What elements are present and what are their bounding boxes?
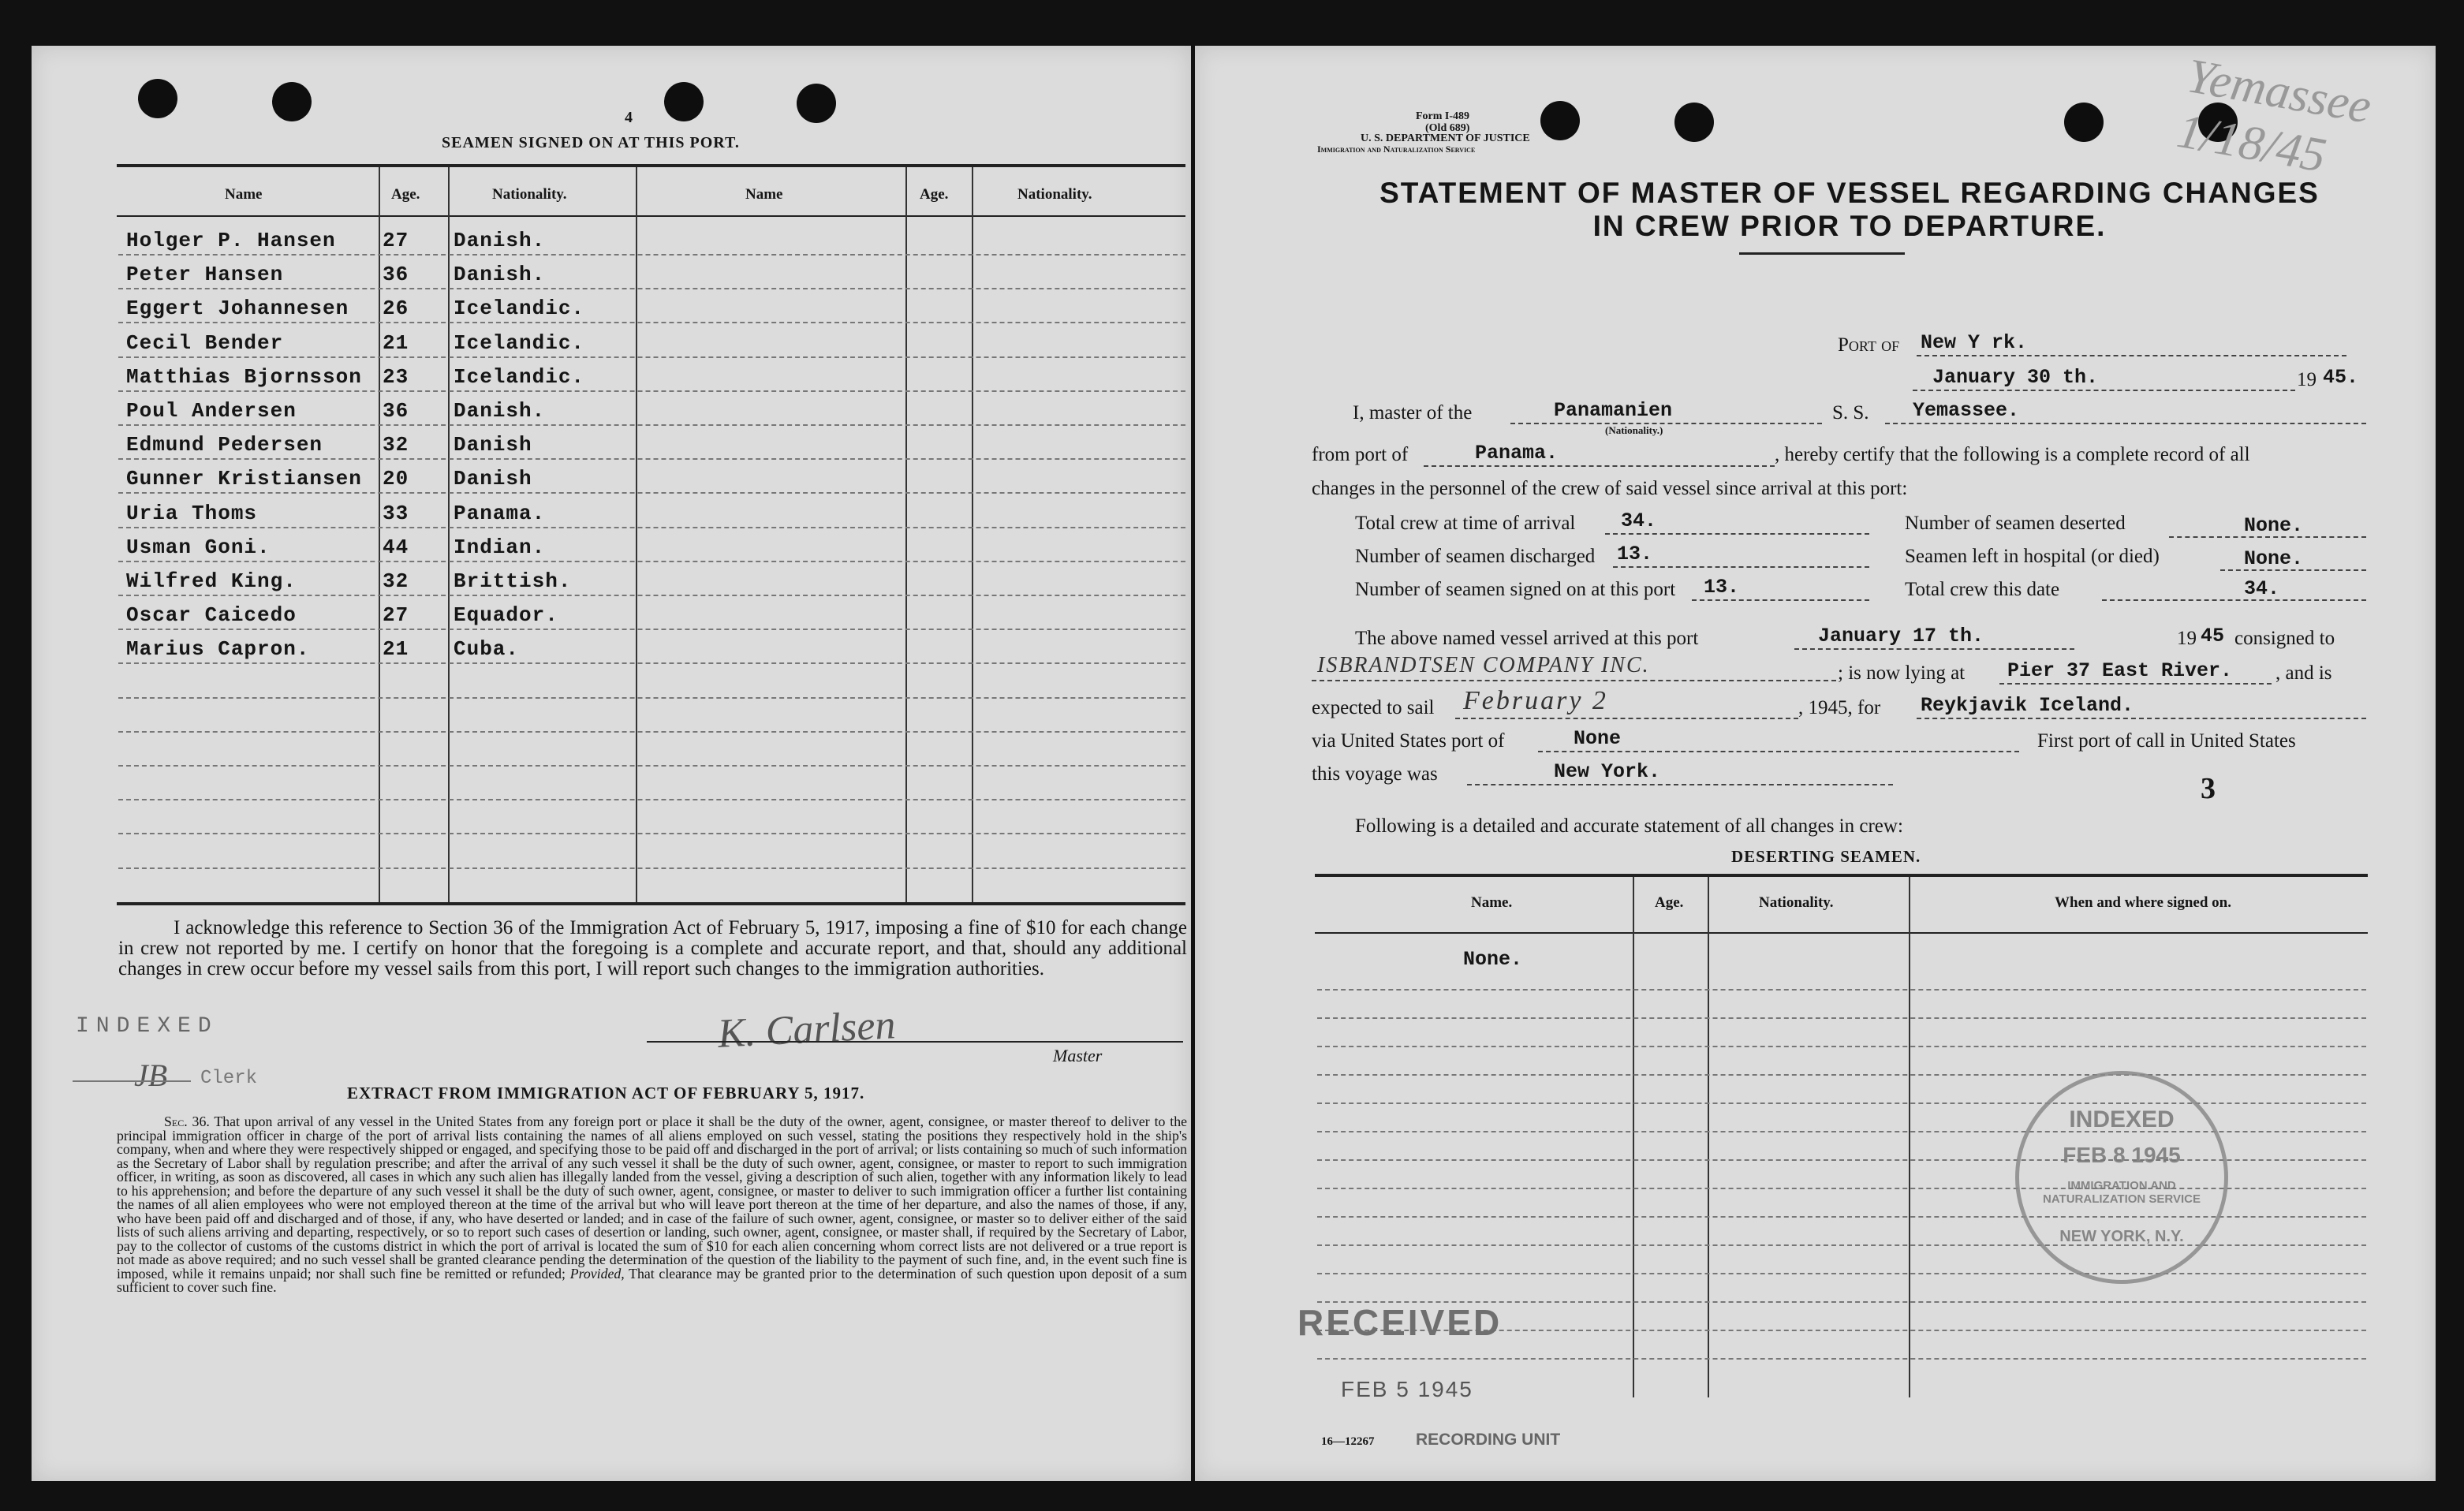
from-port-value: Panama. xyxy=(1475,442,1559,464)
master-of-label: I, master of the xyxy=(1353,402,1473,423)
total-crew-arrival-label: Total crew at time of arrival xyxy=(1355,513,1576,534)
row-rule xyxy=(118,765,1185,767)
total-crew-date-label: Total crew this date xyxy=(1905,579,2060,600)
row-rule xyxy=(1317,1358,2366,1360)
lying-value: Pier 37 East River. xyxy=(2007,659,2233,682)
hospital-value: None. xyxy=(2244,547,2304,570)
fill-line xyxy=(1510,423,1822,424)
round-stamp-line4: NEW YORK, N.Y. xyxy=(2059,1228,2184,1245)
seaman-age: 21 xyxy=(383,637,409,662)
signature-role: Master xyxy=(1053,1046,1103,1065)
clerk-initials: JB xyxy=(134,1058,168,1093)
received-round-stamp xyxy=(2015,1071,2228,1284)
service: Immigration and Naturalization Service xyxy=(1317,144,1476,155)
row-rule xyxy=(1317,1102,2366,1105)
received-stamp: RECEIVED xyxy=(1297,1302,1503,1343)
left-page xyxy=(32,46,1191,1481)
seaman-age: 21 xyxy=(383,330,409,355)
row-rule xyxy=(1317,1046,2366,1048)
deserting-col-age: Age. xyxy=(1655,894,1684,911)
seaman-age: 20 xyxy=(383,467,409,491)
row-rule xyxy=(118,390,1185,393)
port-value: New Y rk. xyxy=(1921,331,2028,354)
seaman-age: 27 xyxy=(383,229,409,252)
nationality-caption: (Nationality.) xyxy=(1605,424,1663,436)
year-value: 45. xyxy=(2323,366,2359,389)
fill-line xyxy=(2102,599,2366,601)
column-header-name: Name xyxy=(225,186,263,203)
punch-hole xyxy=(2064,103,2104,142)
seaman-nationality: Danish. xyxy=(454,229,546,252)
row-rule xyxy=(118,629,1185,631)
row-rule xyxy=(118,356,1185,359)
round-stamp-line3: IMMIGRATION AND NATURALIZATION SERVICE xyxy=(2042,1179,2201,1206)
col-divider xyxy=(905,167,907,902)
voyage-label: this voyage was xyxy=(1312,763,1438,785)
col-divider xyxy=(379,167,380,902)
title-line-2: IN CREW PRIOR TO DEPARTURE. xyxy=(1592,210,2107,242)
seaman-age: 27 xyxy=(383,603,409,628)
fill-line xyxy=(1885,423,2366,424)
row-rule xyxy=(118,322,1185,324)
right-page xyxy=(1195,46,2436,1481)
extract-provided: Provided, xyxy=(569,1265,625,1282)
deserting-title: DESERTING SEAMEN. xyxy=(1731,847,1921,866)
fill-line xyxy=(1467,784,1893,785)
seaman-name: Edmund Pedersen xyxy=(126,433,323,457)
table-top-rule xyxy=(117,164,1185,167)
row-rule xyxy=(118,662,1185,665)
table-bottom-rule xyxy=(117,902,1185,905)
first-port-label: First port of call in United States xyxy=(2037,730,2296,752)
column-header-name-2: Name xyxy=(745,186,783,203)
row-rule xyxy=(1317,1273,2366,1275)
arrived-year-prefix: 19 xyxy=(2177,628,2197,649)
indexed-stamp: INDEXED xyxy=(76,1014,218,1039)
deserting-col-signed: When and where signed on. xyxy=(2055,894,2232,911)
seaman-age: 32 xyxy=(383,569,409,593)
row-rule xyxy=(118,424,1185,427)
from-port-label: from port of xyxy=(1312,444,1409,465)
and-is-text: , and is xyxy=(2275,662,2332,684)
seaman-nationality: Icelandic. xyxy=(454,297,585,321)
col-divider xyxy=(636,167,637,902)
fill-line xyxy=(1538,751,2019,752)
col-divider xyxy=(1633,877,1634,1397)
seaman-nationality: Indian. xyxy=(454,535,546,559)
title-rule xyxy=(1739,252,1905,255)
col-divider xyxy=(1909,877,1910,1397)
punch-hole xyxy=(1540,101,1580,140)
row-rule xyxy=(118,595,1185,597)
fill-line xyxy=(1605,533,1869,535)
seaman-name: Peter Hansen xyxy=(126,263,284,287)
seaman-name: Wilfred King. xyxy=(126,569,297,593)
row-rule xyxy=(118,833,1185,835)
seaman-age: 26 xyxy=(383,297,409,321)
deserting-col-name: Name. xyxy=(1471,894,1513,911)
row-rule xyxy=(118,697,1185,700)
deserted-label: Number of seamen deserted xyxy=(1905,513,2126,534)
via-value: None xyxy=(1574,727,1622,750)
extract-section: Sec. 36. xyxy=(164,1114,210,1129)
punch-hole xyxy=(1674,103,1714,142)
seaman-nationality: Danish. xyxy=(454,399,546,423)
expected-year: , 1945, for xyxy=(1798,697,1881,718)
column-header-age: Age. xyxy=(391,186,420,203)
deserting-none: None. xyxy=(1463,948,1523,971)
round-stamp-line1: INDEXED xyxy=(2069,1106,2175,1132)
page-number: 4 xyxy=(625,109,633,126)
footer-unit: RECORDING UNIT xyxy=(1416,1431,1561,1449)
acknowledgement-text: I acknowledge this reference to Section 36 of the Immigration Act of February 5, 1917, imposing a fine of $10 for each change in crew not reported by me. I certify on honor that the foregoing is a complete and accurate report, and that, should any additional changes in crew occur before my vessel sails from this port, I will report such changes to the immigration authorities. xyxy=(118,917,1187,979)
date-value: January 30 th. xyxy=(1932,366,2099,389)
row-rule xyxy=(118,527,1185,529)
row-rule xyxy=(118,458,1185,461)
col-divider xyxy=(972,167,973,902)
fill-line xyxy=(1913,390,2295,391)
arrived-value: January 17 th. xyxy=(1818,625,1984,647)
footer-code: 16—12267 xyxy=(1321,1435,1375,1448)
table-header-rule xyxy=(117,215,1185,217)
vessel-name: Yemassee. xyxy=(1913,399,2020,422)
punch-hole xyxy=(797,84,836,123)
seaman-age: 23 xyxy=(383,364,409,389)
row-rule xyxy=(118,731,1185,733)
row-rule xyxy=(118,288,1185,290)
seaman-nationality: Cuba. xyxy=(454,637,520,662)
year-prefix: 19 xyxy=(2297,369,2317,390)
total-crew-arrival-value: 34. xyxy=(1621,509,1657,532)
col-divider xyxy=(1708,877,1709,1397)
deserting-header-rule xyxy=(1315,932,2368,934)
discharged-value: 13. xyxy=(1617,543,1653,565)
ss-label: S. S. xyxy=(1832,402,1869,423)
row-rule xyxy=(118,799,1185,801)
clerk-label: Clerk xyxy=(200,1068,258,1089)
row-rule xyxy=(118,492,1185,494)
seaman-nationality: Equador. xyxy=(454,603,558,628)
seaman-name: Holger P. Hansen xyxy=(126,229,336,252)
row-rule xyxy=(1317,1074,2366,1076)
row-rule xyxy=(118,254,1185,256)
fill-line xyxy=(1455,718,1798,719)
row-rule xyxy=(118,561,1185,563)
department: U. S. DEPARTMENT OF JUSTICE xyxy=(1361,132,1530,144)
consigned-label: consigned to xyxy=(2234,628,2335,649)
deserting-col-nationality: Nationality. xyxy=(1759,894,1834,911)
column-header-age-2: Age. xyxy=(920,186,949,203)
page-number: 3 xyxy=(2201,772,2216,805)
following-text: Following is a detailed and accurate statement of all changes in crew: xyxy=(1355,815,1903,837)
arrived-year-value: 45 xyxy=(2201,625,2225,647)
col-divider xyxy=(448,167,450,902)
row-rule xyxy=(1317,1017,2366,1020)
hospital-label: Seamen left in hospital (or died) xyxy=(1905,546,2160,567)
seaman-nationality: Icelandic. xyxy=(454,330,585,355)
seaman-name: Eggert Johannesen xyxy=(126,297,349,321)
seaman-name: Usman Goni. xyxy=(126,535,271,559)
page-title: SEAMEN SIGNED ON AT THIS PORT. xyxy=(442,134,740,151)
fill-line xyxy=(2169,536,2366,538)
seaman-nationality: Danish xyxy=(454,467,532,491)
form-title xyxy=(1305,177,2394,243)
arrived-label: The above named vessel arrived at this port xyxy=(1355,628,1699,649)
seaman-age: 36 xyxy=(383,399,409,423)
total-crew-date-value: 34. xyxy=(2244,577,2280,600)
title-line-1: STATEMENT OF MASTER OF VESSEL REGARDING CHANGES xyxy=(1379,177,2320,209)
seaman-name: Poul Andersen xyxy=(126,399,297,423)
seaman-name: Cecil Bender xyxy=(126,330,284,355)
seaman-name: Uria Thoms xyxy=(126,501,258,525)
via-label: via United States port of xyxy=(1312,730,1505,752)
extract-text: That upon arrival of any vessel in the United States from any foreign port or place it shall be the duty of the owner, agent, consignee, or master thereof to deliver to the principal immigration officer in charge of the port of arrival lists containing the names of all aliens employed on such vessel, stating the positions they respectively hold in the ship's company, when and where they were respectively shipped or engaged, and specifying those to be paid off and discharged in the port of arrival; or lists containing so much of such information as the Secretary of Labor shall by regulation prescribe; and after the arrival of any such vessel it shall be the duty of such owner, agent, consignee, or master to report to such immigration officer, in writing, as soon as discovered, all cases in which any such alien has illegally landed from the vessel, giving a description of such alien, together with any information likely to lead to his apprehension; and before the departure of any such vessel it shall be the duty of such owner, agent, consignee, or master to deliver to such immigration officer a further list containing the names of all alien employees who were not employed thereon at the time of the arrival but who will leave port thereon at the time of her departure, and also the names of those, if any, who have been paid off and discharged and of those, if any, who have deserted or landed; and in case of the failure of such owner, agent, consignee, or master so to deliver either of the said lists of such aliens arriving and departing, respectively, or so to report such cases of desertion or landing, such owner, agent, consignee, or master shall, if required by the Secretary of Labor, pay to the collector of customs of the customs district in which the port of arrival is located the sum of $10 for each alien concerning whom correct lists are not delivered or a true report is not made as above required; and no such vessel shall be granted clearance pending the determination of the question of the liability to the payment of such fine, and, in the event such fine is imposed, while it remains unpaid; nor shall such fine be remitted or refunded; xyxy=(117,1114,1188,1282)
signed-on-label: Number of seamen signed on at this port xyxy=(1355,579,1676,600)
fill-line xyxy=(1794,648,2074,650)
fill-line xyxy=(1312,680,1836,681)
signature-line xyxy=(647,1041,1183,1043)
punch-hole xyxy=(138,79,177,118)
extract-tail: That clearance may be granted prior to the determination of such question upon deposit of a sum sufficient to cover such fine. xyxy=(117,1265,1188,1295)
master-signature: K. Carlsen xyxy=(716,1002,897,1057)
seaman-age: 44 xyxy=(383,535,409,559)
expected-label: expected to sail xyxy=(1312,697,1435,718)
seaman-nationality: Danish. xyxy=(454,263,546,287)
form-number: Form I-489 xyxy=(1416,110,1470,122)
voyage-value: New York. xyxy=(1554,760,1661,783)
seaman-nationality: Panama. xyxy=(454,501,546,525)
port-label: Port of xyxy=(1838,334,1900,356)
fill-line xyxy=(2220,569,2366,571)
seaman-name: Matthias Bjornsson xyxy=(126,364,362,389)
signed-on-value: 13. xyxy=(1704,576,1740,599)
row-rule xyxy=(1317,989,2366,991)
extract-title: EXTRACT FROM IMMIGRATION ACT OF FEBRUARY 5, 1917. xyxy=(347,1084,865,1102)
handwritten-note: Yemassee 1/18/45 xyxy=(2173,49,2376,183)
certify-text-2: changes in the personnel of the crew of said vessel since arrival at this port: xyxy=(1312,478,1908,499)
received-date: FEB 5 1945 xyxy=(1341,1377,1473,1401)
punch-hole xyxy=(272,82,312,121)
seaman-age: 36 xyxy=(383,263,409,287)
destination-value: Reykjavik Iceland. xyxy=(1921,694,2134,717)
fill-line xyxy=(1424,465,1775,467)
deserting-top-rule xyxy=(1315,874,2368,877)
certify-text: , hereby certify that the following is a complete record of all xyxy=(1775,444,2250,465)
expected-value: February 2 xyxy=(1463,686,1608,715)
seaman-age: 33 xyxy=(383,501,409,525)
seaman-nationality: Brittish. xyxy=(454,569,572,593)
fill-line xyxy=(1613,566,1869,568)
column-header-nationality-2: Nationality. xyxy=(1017,186,1092,203)
fill-line xyxy=(1917,355,2346,356)
fill-line xyxy=(1917,718,2366,719)
punch-hole xyxy=(664,82,704,121)
extract-body xyxy=(117,1115,1187,1295)
seaman-age: 32 xyxy=(383,433,409,457)
consignee-value: ISBRANDTSEN COMPANY INC. xyxy=(1317,653,1650,677)
discharged-label: Number of seamen discharged xyxy=(1355,546,1596,567)
lying-label: ; is now lying at xyxy=(1838,662,1966,684)
fill-line xyxy=(1999,683,2272,685)
vessel-nationality: Panamanien xyxy=(1554,399,1673,422)
fill-line xyxy=(1692,599,1869,601)
seaman-name: Marius Capron. xyxy=(126,637,310,662)
seaman-name: Oscar Caicedo xyxy=(126,603,297,628)
deserted-value: None. xyxy=(2244,514,2304,537)
row-rule xyxy=(118,867,1185,870)
seaman-name: Gunner Kristiansen xyxy=(126,467,362,491)
round-stamp-line2: FEB 8 1945 xyxy=(2063,1143,2181,1167)
old-form-number: (Old 689) xyxy=(1425,122,1470,134)
seaman-nationality: Danish xyxy=(454,433,532,457)
column-header-nationality: Nationality. xyxy=(492,186,567,203)
seaman-nationality: Icelandic. xyxy=(454,364,585,389)
clerk-line xyxy=(73,1080,191,1082)
